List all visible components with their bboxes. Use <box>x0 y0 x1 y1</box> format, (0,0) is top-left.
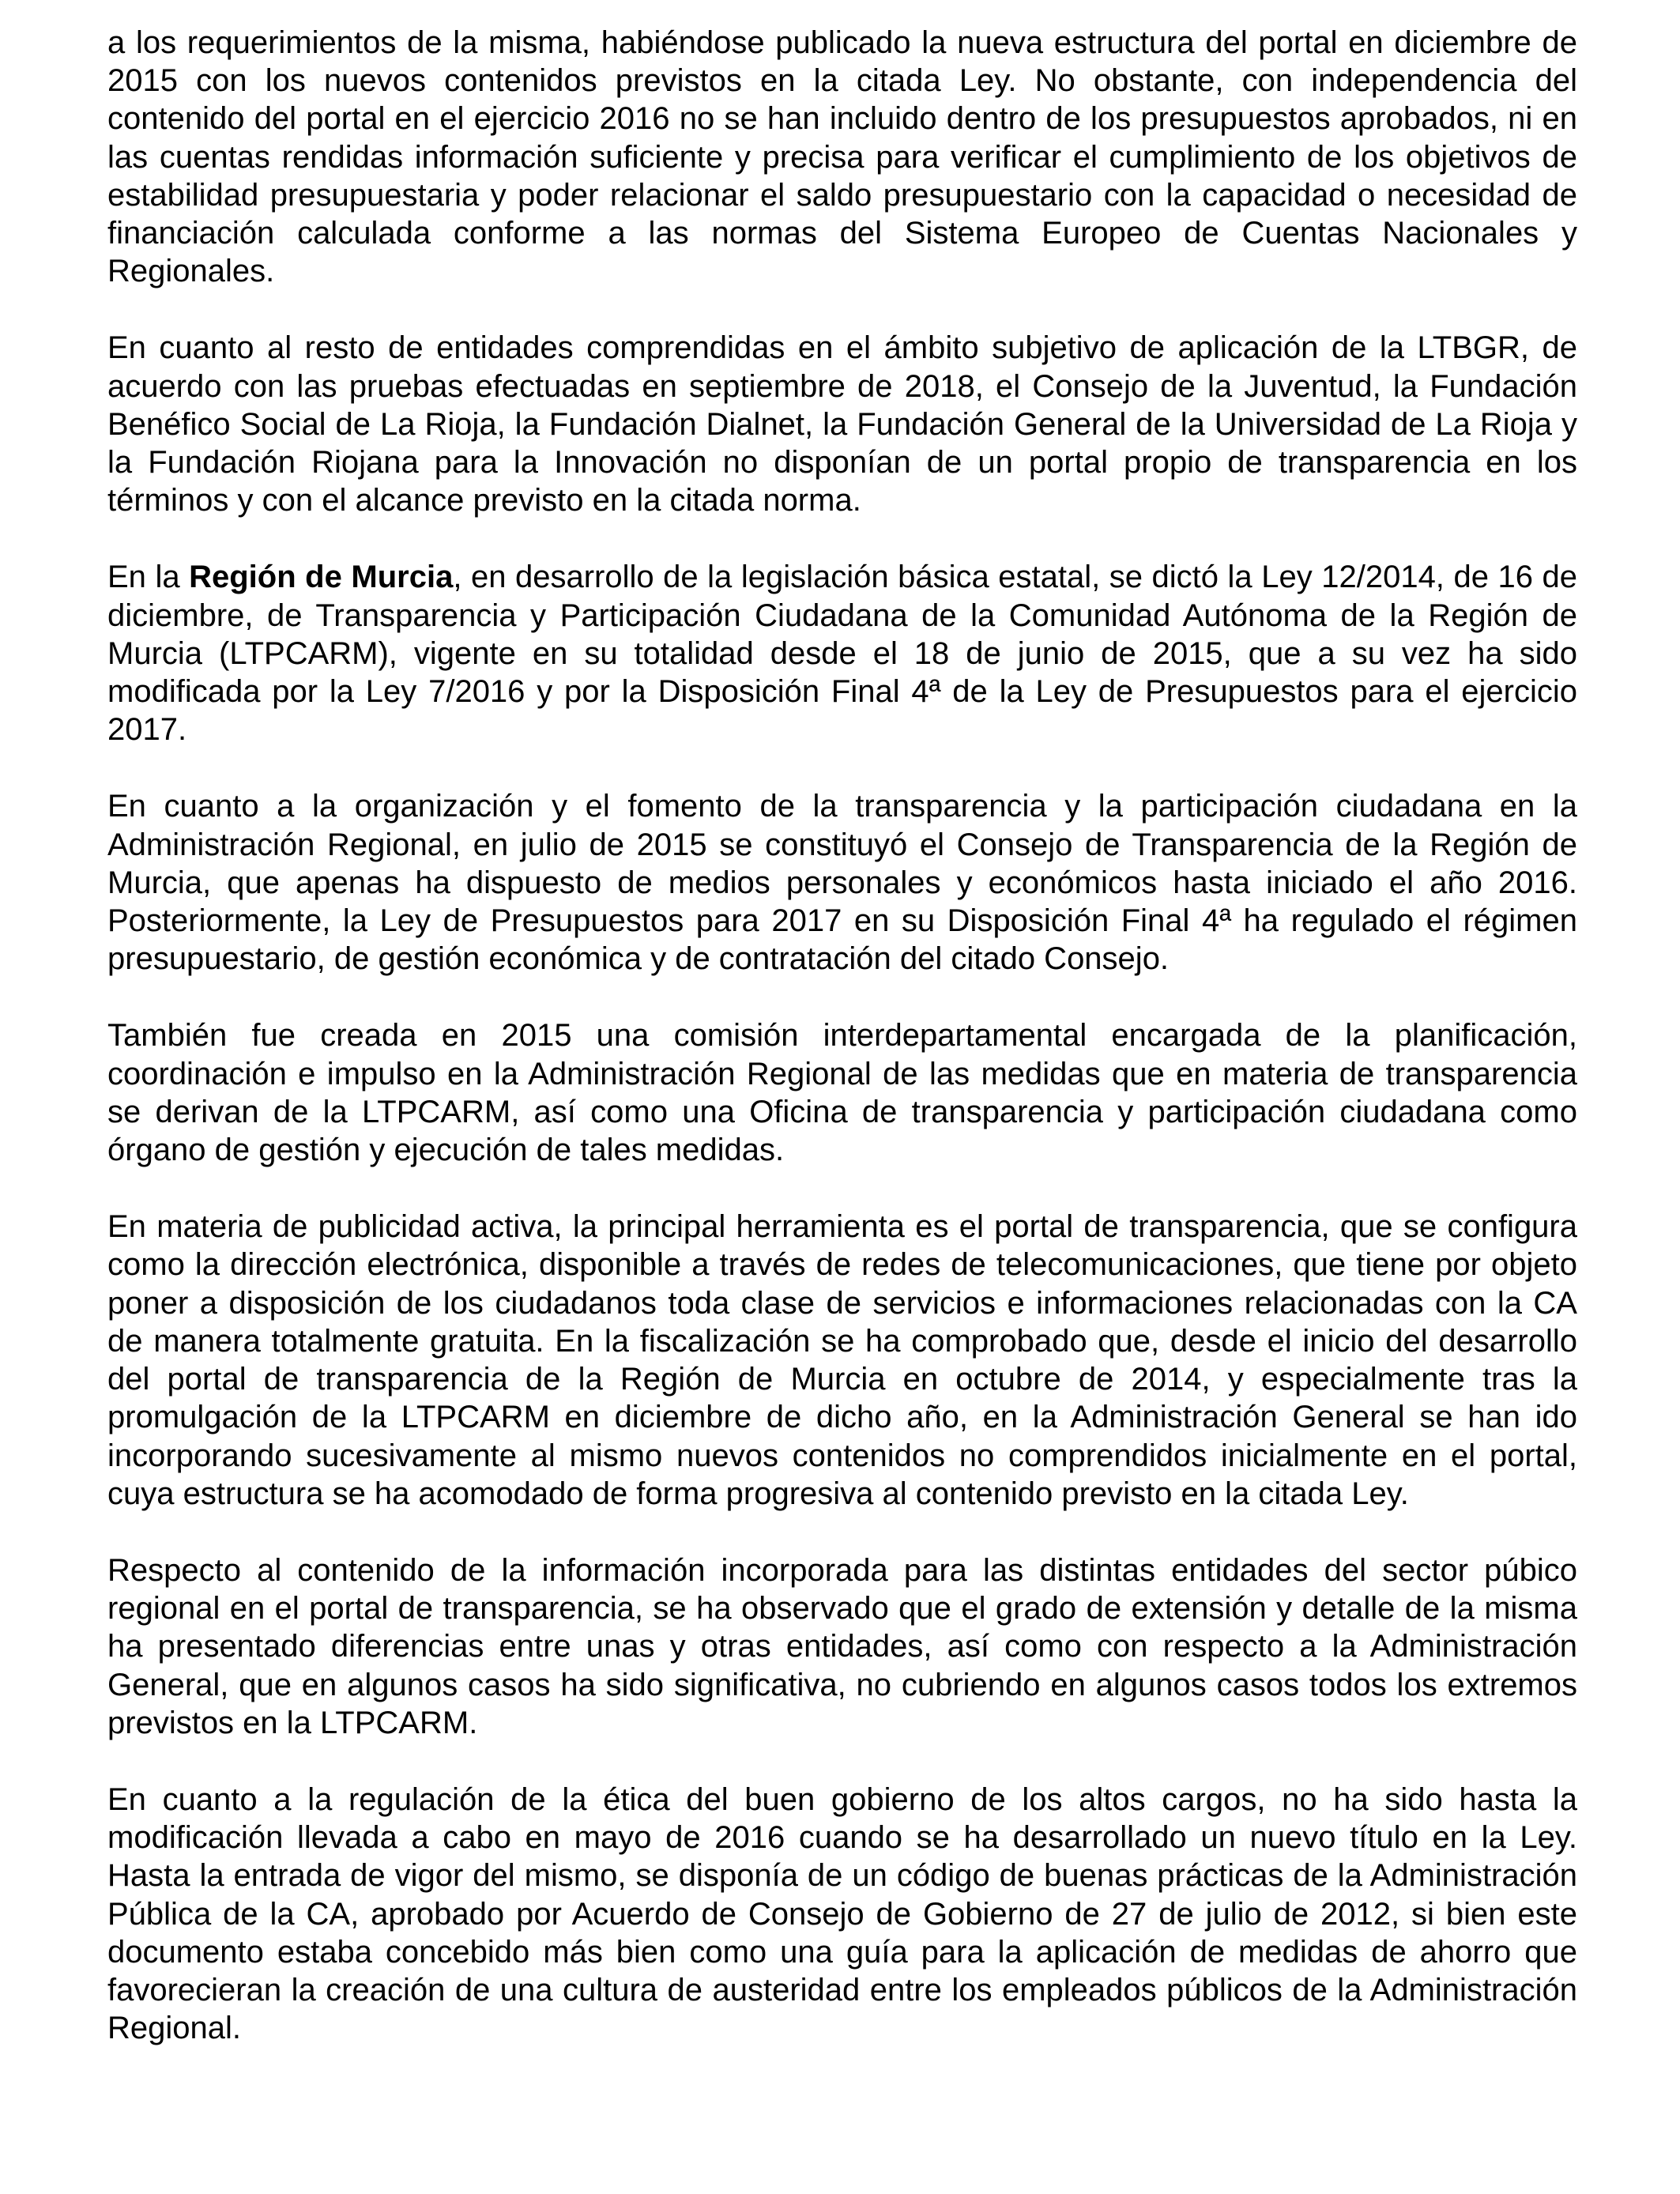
paragraph-text: En materia de publicidad activa, la principal herramienta es el portal de transparencia, que se configura como la dirección electrónica, disponible a través de redes de telecomunicaciones, que tiene por objeto poner a disposición de los ciudadanos toda clase de servicios e informaciones relacionadas con la CA de manera totalmente gratuita. En la fiscalización se ha comprobado que, desde el inicio del desarrollo del portal de transparencia de la Región de Murcia en octubre de 2014, y especialmente tras la promulgación de la LTPCARM en diciembre de dicho año, en la Administración General se han ido incorporando sucesivamente al mismo nuevos contenidos no comprendidos inicialmente en el portal, cuya estructura se ha acomodado de forma progresiva al contenido previsto en la citada Ley. <box>107 1209 1577 1511</box>
paragraph-text: También fue creada en 2015 una comisión interdepartamental encargada de la planificación, coordinación e impulso en la Administración Regional de las medidas que en materia de transparencia se derivan de la LTPCARM, así como una Oficina de transparencia y participación ciudadana como órgano de gestión y ejecución de tales medidas. <box>107 1018 1577 1168</box>
paragraph-active-publicity <box>107 1208 1577 1513</box>
paragraph-good-governance <box>107 1781 1577 2047</box>
paragraph-text: En cuanto a la organización y el fomento de la transparencia y la participación ciudadana en la Administración Regional, en julio de 2015 se constituyó el Consejo de Transparencia de la Región de Murcia, que apenas ha dispuesto de medios personales y económicos hasta iniciado el año 2016. Posteriormente, la Ley de Presupuestos para 2017 en su Disposición Final 4ª ha regulado el régimen presupuestario, de gestión económica y de contratación del citado Consejo. <box>107 789 1577 977</box>
paragraph-rioja-entities <box>107 329 1577 519</box>
paragraph-text: En cuanto al resto de entidades comprendidas en el ámbito subjetivo de aplicación de la LTBGR, de acuerdo con las pruebas efectuadas en septiembre de 2018, el Consejo de la Juventud, la Fundación Benéfico Social de La Rioja, la Fundación Dialnet, la Fundación General de la Universidad de La Rioja y la Fundación Riojana para la Innovación no disponían de un portal propio de transparencia en los términos y con el alcance previsto en la citada norma. <box>107 330 1577 518</box>
paragraph-text: Respecto al contenido de la información incorporada para las distintas entidades del sector púbico regional en el portal de transparencia, se ha observado que el grado de extensión y detalle de la misma ha presentado diferencias entre unas y otras entidades, así como con respecto a la Administración General, que en algunos casos ha sido significativa, no cubriendo en algunos casos todos los extremos previstos en la LTPCARM. <box>107 1552 1577 1740</box>
paragraph-text: En cuanto a la regulación de la ética del buen gobierno de los altos cargos, no ha sido hasta la modificación llevada a cabo en mayo de 2016 cuando se ha desarrollado un nuevo título en la Ley. Hasta la entrada de vigor del mismo, se disponía de un código de buenas prácticas de la Administración Pública de la CA, aprobado por Acuerdo de Consejo de Gobierno de 27 de julio de 2012, si bien este documento estaba concebido más bien como una guía para la aplicación de medidas de ahorro que favorecieran la creación de una cultura de austeridad entre los empleados públicos de la Administración Regional. <box>107 1781 1577 2046</box>
paragraph-continuation <box>107 24 1577 290</box>
region-name-bold: Región de Murcia <box>189 560 454 595</box>
paragraph-transparency-council <box>107 787 1577 978</box>
paragraph-murcia-law <box>107 558 1577 748</box>
paragraph-commission <box>107 1016 1577 1169</box>
document-page <box>107 24 1577 2086</box>
paragraph-text: , en desarrollo de la legislación básica estatal, se dictó la Ley 12/2014, de 16 de diciembre, de Transparencia y Participación Ciudadana de la Comunidad Autónoma de la Región de Murcia (LTPCARM), vigente en su totalidad desde el 18 de junio de 2015, que a su vez ha sido modificada por la Ley 7/2016 y por la Disposición Final 4ª de la Ley de Presupuestos para el ejercicio 2017. <box>107 560 1577 748</box>
paragraph-text: En la <box>107 560 190 595</box>
paragraph-text: a los requerimientos de la misma, habiéndose publicado la nueva estructura del portal en diciembre de 2015 con los nuevos contenidos previstos en la citada Ley. No obstante, con independencia del contenido del portal en el ejercicio 2016 no se han incluido dentro de los presupuestos aprobados, ni en las cuentas rendidas información suficiente y precisa para verificar el cumplimiento de los objetivos de estabilidad presupuestaria y poder relacionar el saldo presupuestario con la capacidad o necesidad de financiación calculada conforme a las normas del Sistema Europeo de Cuentas Nacionales y Regionales. <box>107 25 1577 289</box>
paragraph-information-content <box>107 1551 1577 1742</box>
